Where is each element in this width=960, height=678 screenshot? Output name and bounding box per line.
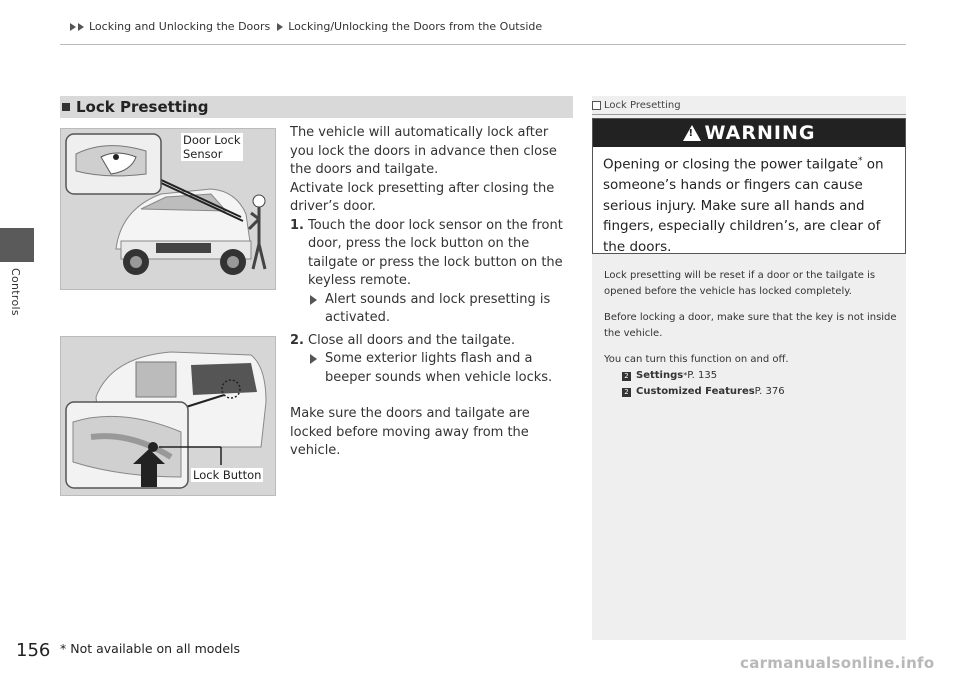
cross-reference[interactable]: 2 Customized Features P. 376: [604, 384, 899, 400]
panel-heading: Lock Presetting: [592, 96, 906, 115]
breadcrumb-item[interactable]: Locking and Unlocking the Doors: [89, 20, 271, 33]
main-content: [290, 124, 575, 461]
chapter-label: Controls: [9, 268, 22, 316]
notes-panel: [592, 96, 906, 640]
note-marker-icon: [592, 101, 601, 110]
watermark: carmanualsonline.info: [740, 654, 935, 672]
door-lock-sensor-figure: [60, 128, 276, 290]
warning-text: Opening or closing the power tailgate* on someone’s hands or fingers can cause serious injury. Make sure all hands and fingers, especially children’s, are clear of the doors.: [603, 156, 884, 255]
step-result: [308, 291, 575, 328]
warning-header: [593, 119, 905, 147]
panel-note: Lock presetting will be reset if a door or the tailgate is opened before the vehicle has locked completely.: [604, 270, 876, 297]
reference-icon: 2: [622, 372, 631, 381]
footnote: * Not available on all models: [60, 641, 241, 656]
section-header: [60, 96, 573, 118]
result-arrow-icon: [310, 295, 317, 305]
step-result-text: Alert sounds and lock presetting is activated.: [325, 291, 551, 325]
warning-title: WARNING: [704, 122, 816, 144]
page-number: 156: [16, 640, 51, 661]
panel-notes: [604, 268, 899, 400]
intro-paragraph: Activate lock presetting after closing the driver’s door.: [290, 180, 555, 214]
step-text: Close all doors and the tailgate.: [308, 332, 516, 348]
step-result-text: Some exterior lights flash and a beeper sounds when vehicle locks.: [325, 351, 553, 385]
reference-icon: 2: [622, 388, 631, 397]
step-item: [290, 217, 575, 291]
warning-triangle-icon: !: [683, 125, 701, 141]
panel-note: Before locking a door, make sure that the key is not inside the vehicle.: [604, 312, 897, 339]
lock-button-label: Lock Button: [193, 468, 262, 482]
square-bullet-icon: [62, 103, 70, 111]
lock-button-figure: [60, 336, 276, 496]
breadcrumb-item[interactable]: Locking/Unlocking the Doors from the Outside: [288, 20, 543, 33]
header-divider: [60, 44, 906, 45]
cross-reference[interactable]: 2 Settings * P. 135: [604, 368, 899, 384]
suv-front-illustration: [61, 129, 275, 289]
step-number: 1.: [290, 217, 304, 233]
chapter-tab: [0, 228, 34, 262]
breadcrumb: [70, 20, 542, 33]
closing-paragraph: Make sure the doors and tailgate are locked before moving away from the vehicle.: [290, 406, 530, 458]
panel-note: You can turn this function on and off.: [604, 354, 789, 365]
intro-paragraph: The vehicle will automatically lock after you lock the doors in advance then close the doors and tailgate.: [290, 125, 557, 177]
door-lock-sensor-label: Door Lock Sensor: [183, 133, 241, 161]
warning-box: [592, 118, 906, 254]
breadcrumb-arrow-icon: [78, 23, 84, 31]
result-arrow-icon: [310, 354, 317, 364]
breadcrumb-arrow-icon: [277, 23, 283, 31]
step-number: 2.: [290, 332, 304, 348]
step-result: [308, 350, 575, 387]
breadcrumb-arrow-icon: [70, 23, 76, 31]
step-item: [290, 332, 575, 351]
section-title: Lock Presetting: [76, 98, 209, 116]
step-text: Touch the door lock sensor on the front door, press the lock button on the tailgate or press the lock button on the keyless remote.: [308, 217, 563, 288]
